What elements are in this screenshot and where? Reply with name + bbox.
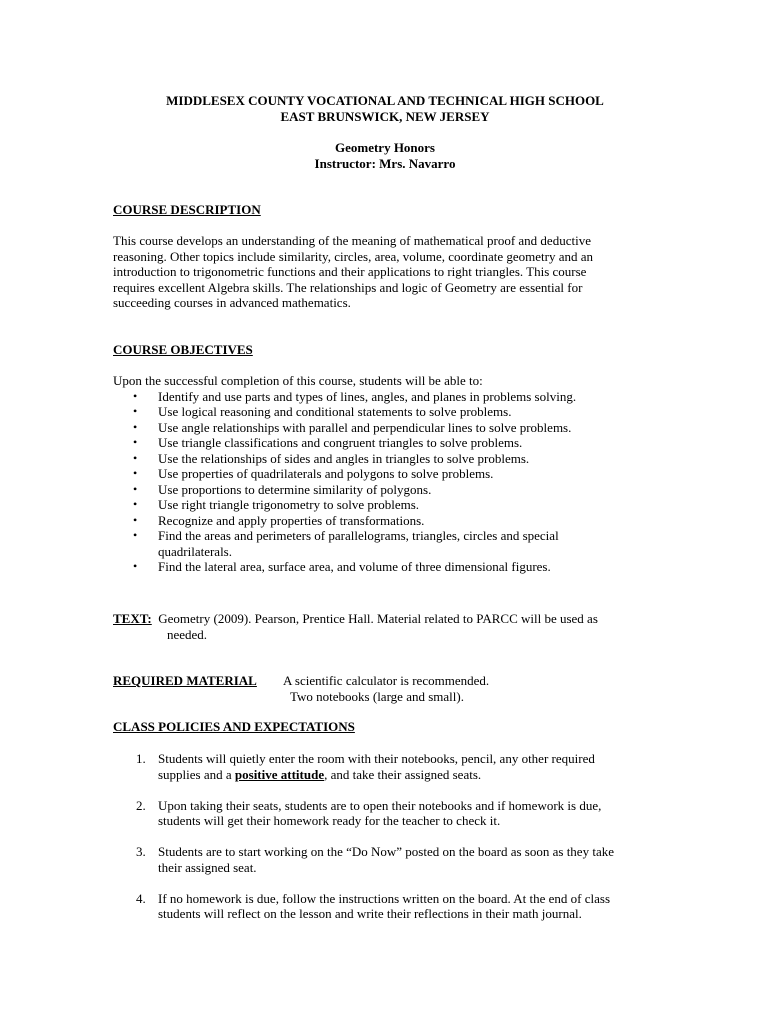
list-item [113,751,673,782]
required-material-line-2: Two notebooks (large and small). [290,688,464,704]
list-item [113,891,673,922]
class-policies-section [113,719,653,735]
policy-line-1: Students will quietly enter the room with their notebooks, pencil, any other required [158,751,595,766]
bullet-icon: • [133,512,138,527]
objective-text-continued: quadrilaterals. [158,543,232,559]
policy-line-2-pre: supplies and a [158,766,235,782]
policy-emphasis: positive attitude [234,766,325,782]
list-item [113,420,653,436]
policy-number: 4. [136,890,146,906]
policy-line-2: students will reflect on the lesson and write their reflections in their math journal. [158,906,582,921]
bullet-icon: • [133,404,138,418]
policy-line-1: If no homework is due, follow the instructions written on the board. At the end of class [158,890,611,906]
objective-text: Use the relationships of sides and angles in triangles to solve problems. [158,450,530,466]
description-line: This course develops an understanding of the meaning of mathematical proof and deductive [113,233,591,248]
policy-number: 1. [136,751,146,766]
objective-text: Use logical reasoning and conditional statements to solve problems. [158,404,512,419]
objective-text: Identify and use parts and types of lines, angles, and planes in problems solving. [158,388,577,404]
policy-line-1: Students are to start working on the “Do Now” posted on the board as soon as they take [158,844,614,859]
bullet-icon: • [133,388,138,403]
text-line-2: needed. [167,626,208,642]
objective-text: Find the areas and perimeters of parallelograms, triangles, circles and special [158,528,559,543]
policy-line-2-post: , and take their assigned seats. [324,766,482,782]
course-objectives-section [113,342,653,358]
text-line-1: Geometry (2009). Pearson, Prentice Hall. Material related to PARCC will be used as [158,611,598,626]
policies-list [113,751,673,922]
course-description-body [113,233,653,311]
policy-line-2: students will get their homework ready for the teacher to check it. [158,813,501,828]
list-item [113,528,653,559]
objective-text: Find the lateral area, surface area, and volume of three dimensional figures. [158,559,551,574]
text-label: TEXT: [113,611,152,626]
list-item [113,497,653,513]
bullet-icon: • [133,435,138,449]
policy-line-2: their assigned seat. [158,859,257,875]
bullet-icon: • [133,559,138,573]
course-objectives-body [113,373,653,575]
description-line: requires excellent Algebra skills. The relationships and logic of Geometry are essential for [113,279,583,295]
list-item [113,466,653,482]
required-material-label: REQUIRED MATERIAL [113,673,257,688]
objective-text: Use angle relationships with parallel and perpendicular lines to solve problems. [158,419,572,435]
list-item [113,451,653,467]
list-item [113,798,673,829]
list-item [113,513,653,529]
objective-text: Use properties of quadrilaterals and polygons to solve problems. [158,466,494,481]
bullet-icon: • [133,450,138,465]
course-header [0,140,770,171]
objective-text: Use proportions to determine similarity of polygons. [158,481,432,497]
bullet-icon: • [133,419,138,434]
list-item [113,404,653,420]
objective-text: Use right triangle trigonometry to solve problems. [158,497,420,512]
objectives-list [113,389,653,575]
bullet-icon: • [133,497,138,511]
required-material-line-1: A scientific calculator is recommended. [283,673,490,688]
document-header [0,93,770,124]
school-name: MIDDLESEX COUNTY VOCATIONAL AND TECHNICAL HIGH SCHOOL [166,93,604,108]
objective-text: Use triangle classifications and congruent triangles to solve problems. [158,435,523,450]
required-material-section [113,673,673,704]
list-item [113,559,653,575]
policy-line-1: Upon taking their seats, students are to open their notebooks and if homework is due, [158,797,602,813]
bullet-icon: • [133,481,138,496]
course-description-section [113,202,653,218]
list-item [113,844,673,875]
instructor-name: Instructor: Mrs. Navarro [314,155,456,171]
school-location: EAST BRUNSWICK, NEW JERSEY [280,108,490,124]
description-line: succeeding courses in advanced mathematics. [113,295,351,310]
course-objectives-heading: COURSE OBJECTIVES [113,342,253,357]
policy-number: 3. [136,844,146,859]
class-policies-heading: CLASS POLICIES AND EXPECTATIONS [113,719,355,734]
bullet-icon: • [133,528,138,542]
list-item [113,482,653,498]
description-line: reasoning. Other topics include similarity, circles, area, volume, coordinate geometry and an [113,248,593,264]
objectives-intro: Upon the successful completion of this course, students will be able to: [113,373,483,388]
course-title: Geometry Honors [334,140,435,155]
description-line: introduction to trigonometric functions and their applications to right triangles. This course [113,264,587,279]
policy-number: 2. [136,797,146,813]
list-item [113,435,653,451]
text-section [113,611,673,642]
class-policies-body [113,751,673,937]
course-description-heading: COURSE DESCRIPTION [113,202,261,217]
list-item [113,389,653,405]
objective-text: Recognize and apply properties of transformations. [158,512,425,528]
bullet-icon: • [133,466,138,480]
